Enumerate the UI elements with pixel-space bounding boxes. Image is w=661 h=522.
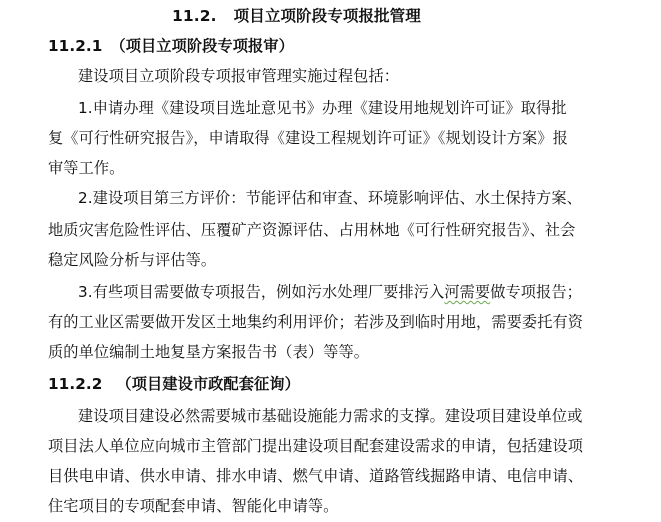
item1-line3: 审等工作。 bbox=[48, 159, 125, 177]
subsection-number: 11.2.2 bbox=[48, 375, 103, 393]
item3-line2: 有的工业区需要做开发区土地集约利用评价；若涉及到临时用地，需要委托有资 bbox=[48, 313, 584, 331]
item3-line3: 质的单位编制土地复垦方案报告书（表）等等。 bbox=[48, 343, 370, 361]
spellcheck-underlined-text: 河需要 bbox=[444, 283, 491, 301]
item2-line3: 稳定风险分析与评估等。 bbox=[48, 251, 217, 269]
item2-line2: 地质灾害危险性评估、压覆矿产资源评估、占用林地《可行性研究报告》、社会 bbox=[48, 221, 576, 239]
item1-line1: 1.申请办理《建设项目选址意见书》办理《建设用地规划许可证》取得批 bbox=[78, 99, 567, 117]
subsection-heading-11-2-2 bbox=[48, 374, 300, 394]
section-number: 11.2. bbox=[172, 7, 217, 25]
item1-line2: 复《可行性研究报告》，申请取得《建设工程规划许可证》《规划设计方案》报 bbox=[48, 129, 568, 147]
subsection-title: （项目立项阶段专项报审） bbox=[110, 37, 294, 55]
item2-line1: 2.建设项目第三方评价：节能评估和审查、环境影响评估、水土保持方案、 bbox=[78, 189, 582, 207]
subsection-number: 11.2.1 bbox=[48, 37, 103, 55]
item3-line1-part3: 做专项报告； bbox=[490, 283, 582, 301]
paragraph-line2: 项目法人单位应向城市主管部门提出建设项目配套建设需求的申请，包括建设项 bbox=[48, 437, 584, 455]
paragraph-line3: 目供电申请、供水申请、排水申请、燃气申请、道路管线掘路申请、电信申请、 bbox=[48, 467, 584, 485]
paragraph-intro: 建设项目立项阶段专项报审管理实施过程包括： bbox=[78, 67, 400, 85]
section-heading bbox=[172, 6, 421, 26]
paragraph-line1: 建设项目建设必然需要城市基础设施能力需求的支撑。建设项目建设单位或 bbox=[78, 407, 583, 425]
item3-line1 bbox=[78, 282, 582, 302]
section-title: 项目立项阶段专项报批管理 bbox=[233, 7, 421, 25]
paragraph-line4: 住宅项目的专项配套申请、智能化申请等。 bbox=[48, 497, 339, 515]
subsection-heading-11-2-1 bbox=[48, 36, 294, 56]
item3-line1-part1: 3.有些项目需要做专项报告，例如污水处理厂要排污入 bbox=[78, 283, 445, 301]
subsection-title: （项目建设市政配套征询） bbox=[116, 375, 300, 393]
